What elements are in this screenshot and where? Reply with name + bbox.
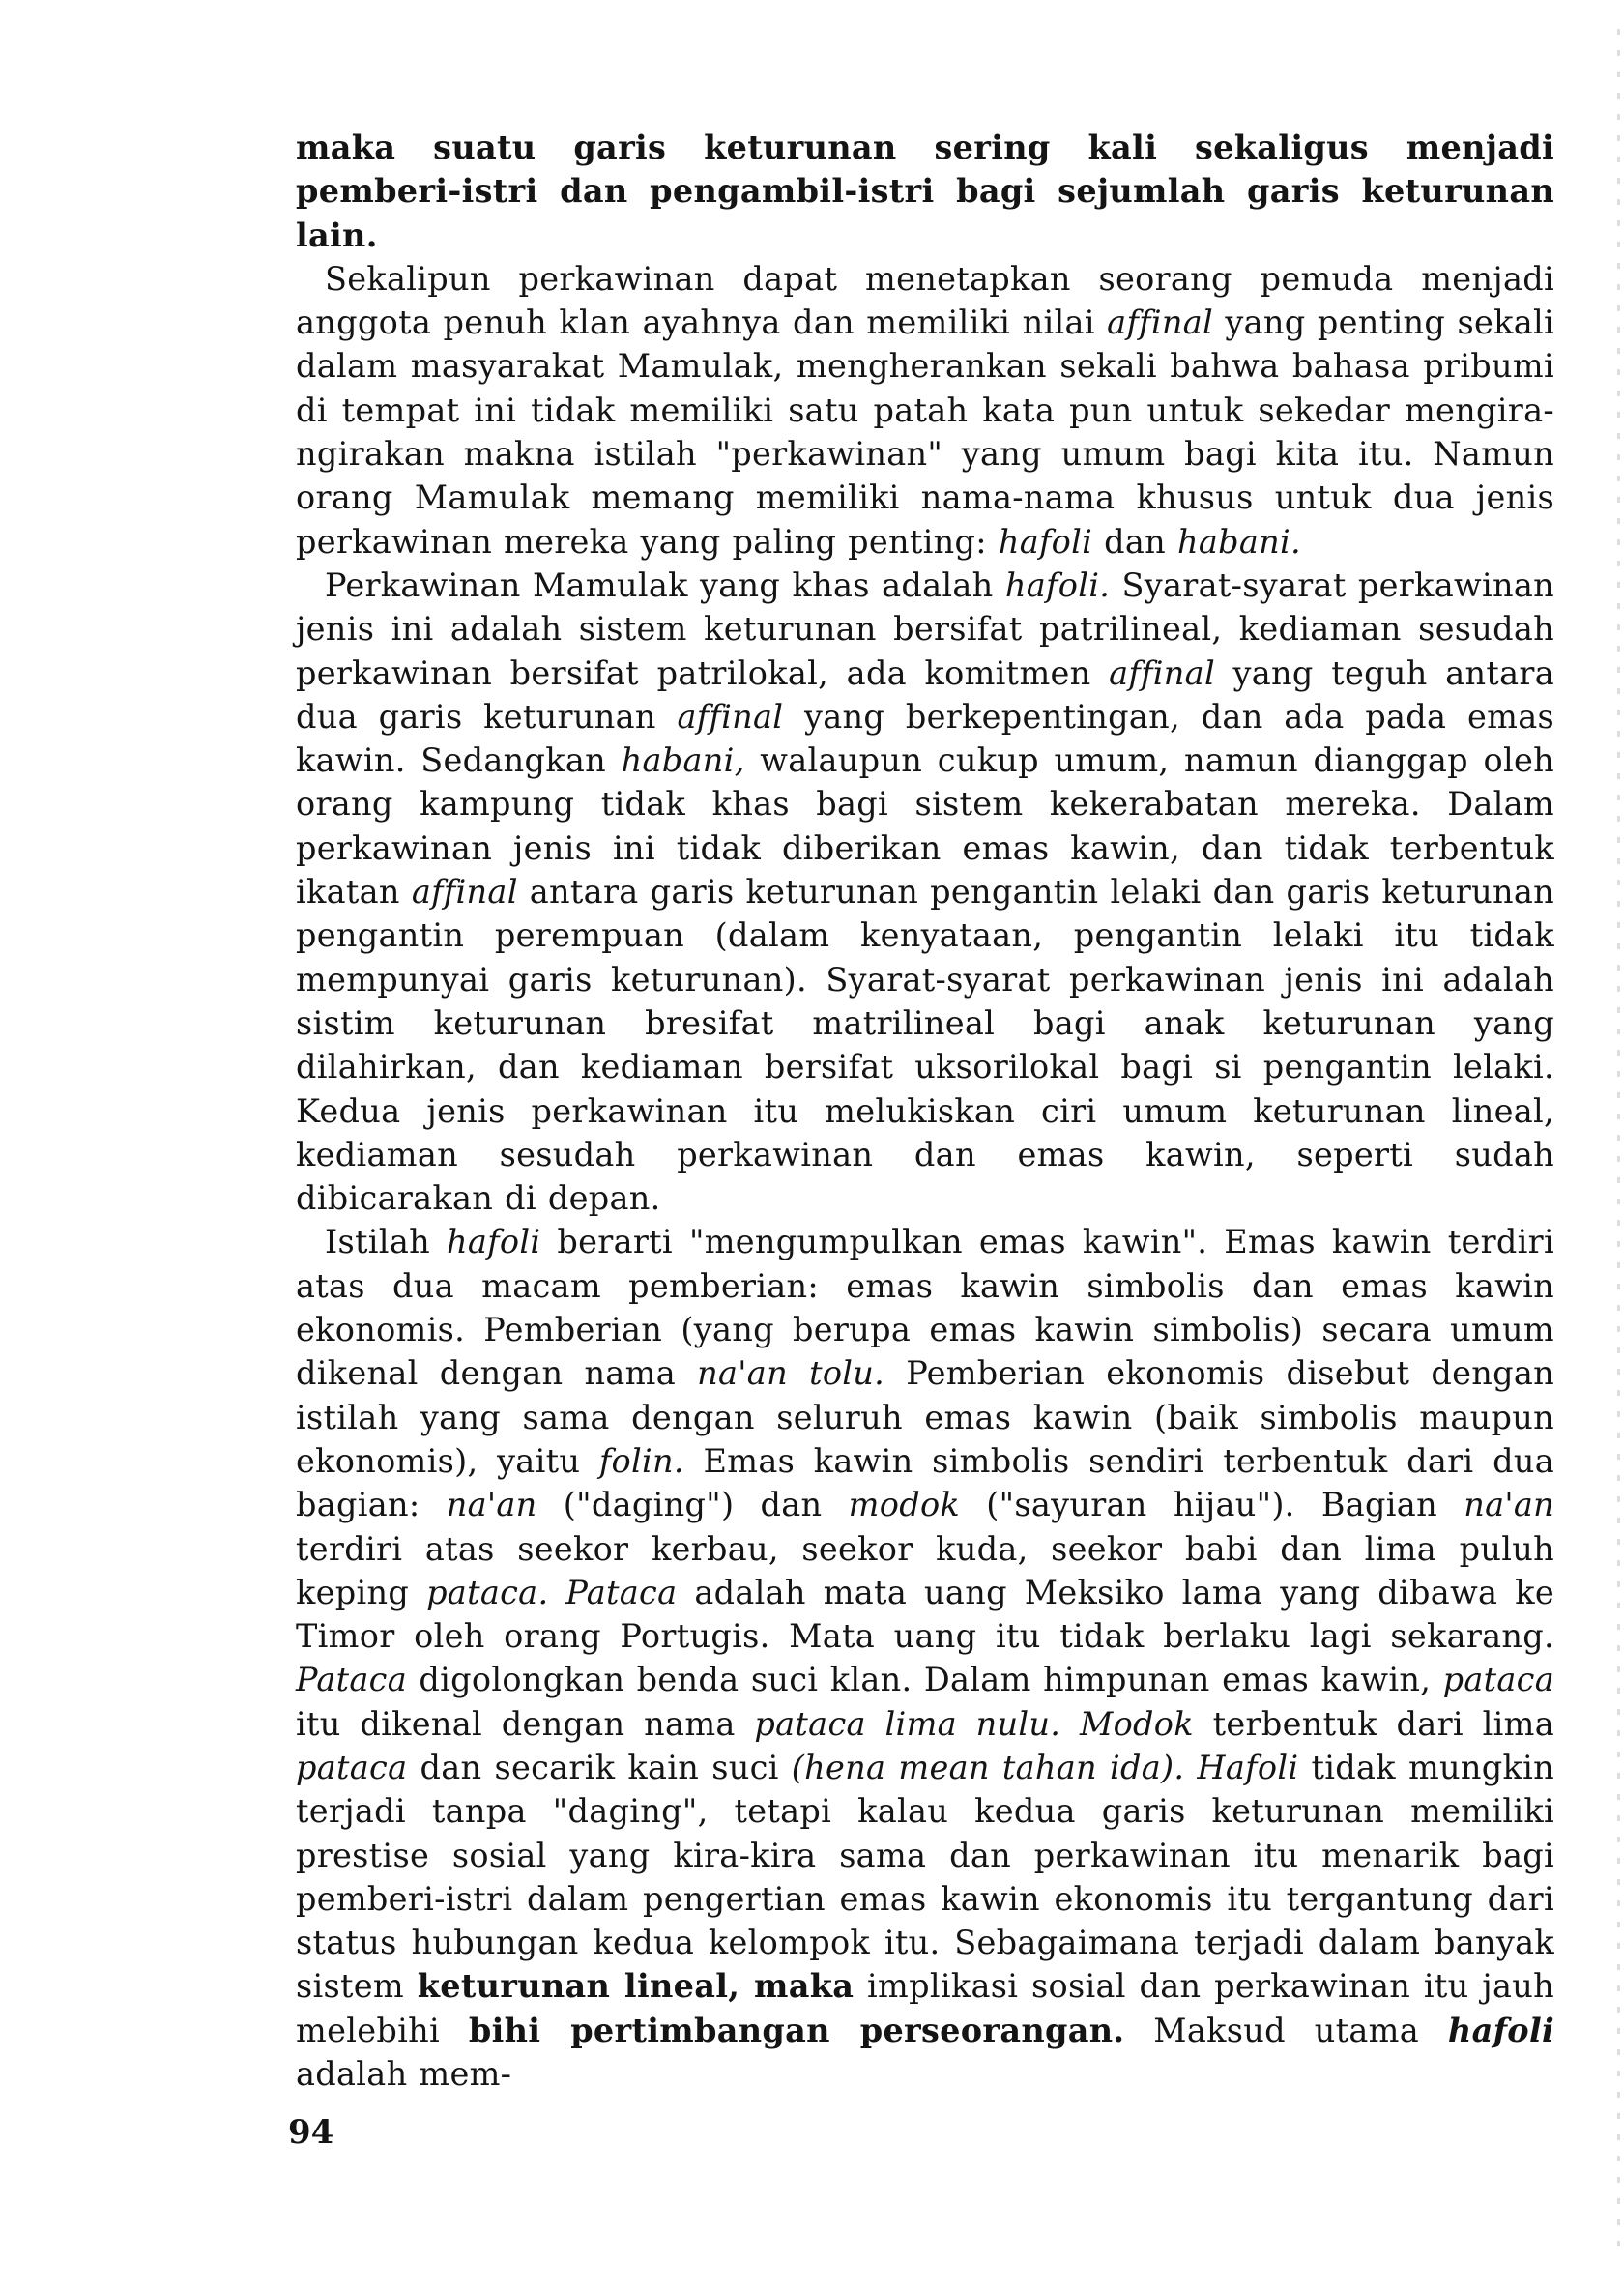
text-run: habani. xyxy=(1176,522,1301,561)
text-run: hafoli xyxy=(998,522,1093,561)
text-run: Maksud utama xyxy=(1124,2011,1448,2049)
text-run: Istilah xyxy=(325,1223,448,1261)
text-run: hafoli xyxy=(447,1223,541,1261)
text-run: digolongkan benda suci klan. Dalam himpunan emas kawin, xyxy=(406,1661,1443,1699)
text-run: (hena mean tahan ida). Hafoli xyxy=(791,1748,1299,1786)
text-run: pataca lima nulu. Modok xyxy=(754,1704,1194,1743)
text-run: hafoli xyxy=(1447,2011,1554,2049)
text-run: terbentuk dari lima xyxy=(1193,1704,1555,1743)
text-run: na'an xyxy=(1464,1486,1554,1524)
text-run: ("daging") dan xyxy=(536,1486,849,1524)
paragraph xyxy=(296,126,1554,257)
text-run: na'an xyxy=(446,1486,537,1524)
text-run: Emas kawin simbolis sendiri terbentuk dari dua bagian: xyxy=(296,1441,1554,1524)
text-run: pataca xyxy=(1442,1661,1554,1699)
text-run: adalah mem- xyxy=(296,2055,512,2094)
text-run: hafoli. xyxy=(1004,565,1111,604)
page-number: 94 xyxy=(288,2113,334,2152)
paragraph xyxy=(296,1220,1554,2096)
text-run: affinal xyxy=(1107,304,1214,342)
text-run: itu dikenal dengan nama xyxy=(296,1704,755,1743)
text-run: habani, xyxy=(621,741,745,780)
text-run: Syarat-syarat perkawinan jenis ini adalah sistem keturunan bersifat patrilineal, kediaman sesudah perkawinan bersifat patrilokal, ada komitmen xyxy=(296,565,1554,692)
text-run: implikasi sosial dan perkawinan itu jauh melebihi xyxy=(296,1967,1555,2049)
text-run: keturunan lineal, maka xyxy=(417,1967,855,2006)
paragraph xyxy=(296,564,1554,1220)
text-run: na'an tolu. xyxy=(697,1354,885,1393)
text-run: Pataca xyxy=(566,1573,678,1611)
paragraph xyxy=(296,257,1554,564)
text-run: maka suatu garis keturunan sering kali sekaligus menjadi pemberi-istri dan pengambil-istri bagi sejumlah garis keturunan lain. xyxy=(296,129,1554,254)
text-run: bihi pertimbangan perseorangan. xyxy=(468,2011,1125,2049)
text-run: pataca. xyxy=(426,1573,549,1611)
text-run: tidak mungkin terjadi tanpa "daging", tetapi kalau kedua garis keturunan memiliki prestise sosial yang kira-kira sama dan perkawinan itu menarik bagi pemberi-istri dalam pengertian emas kawin ekonomis itu tergantung dari status hubungan kedua kelompok itu. Sebagaimana terjadi dalam banyak sistem xyxy=(296,1748,1555,2006)
text-run: folin. xyxy=(598,1441,684,1480)
text-run: ("sayuran hijau"). Bagian xyxy=(960,1486,1464,1524)
text-run: adalah mata uang Meksiko lama yang dibawa ke Timor oleh orang Portugis. Mata uang itu tidak berlaku lagi sekarang. xyxy=(296,1573,1554,1656)
text-run: affinal xyxy=(411,873,518,912)
text-run: modok xyxy=(848,1486,961,1524)
scan-edge-marks xyxy=(1617,29,1620,2260)
text-run: Pataca xyxy=(296,1661,407,1699)
text-run: berarti "mengumpulkan emas kawin". Emas kawin terdiri atas dua macam pemberian: emas kawin simbolis dan emas kawin ekonomis. Pemberian (yang berupa emas kawin simbolis) secara umum dikenal dengan nama xyxy=(296,1223,1554,1393)
text-run: Perkawinan Mamulak yang khas adalah xyxy=(325,565,1005,604)
text-run: Sekalipun perkawinan dapat menetapkan seorang pemuda menjadi anggota penuh klan ayahnya dan memiliki nilai xyxy=(296,259,1554,342)
text-run xyxy=(548,1574,566,1611)
body-text xyxy=(296,126,1554,2096)
text-run: yang teguh antara dua garis keturunan xyxy=(296,653,1554,736)
text-run: pataca xyxy=(296,1748,408,1786)
text-run: dan secarik kain suci xyxy=(407,1748,792,1786)
text-run: walaupun cukup umum, namun dianggap oleh orang kampung tidak khas bagi sistem kekerabatan mereka. Dalam perkawinan jenis ini tidak diberikan emas kawin, dan tidak terbentuk ikatan xyxy=(296,741,1554,912)
text-run: dan xyxy=(1092,522,1177,561)
text-run: Pemberian ekonomis disebut dengan istilah yang sama dengan seluruh emas kawin (baik simbolis maupun ekonomis), yaitu xyxy=(296,1354,1554,1480)
text-run: yang penting sekali dalam masyarakat Mamulak, mengherankan sekali bahwa bahasa pribumi di tempat ini tidak memiliki satu patah kata pun untuk sekedar mengira-ngirakan makna istilah "perkawinan" yang umum bagi kita itu. Namun orang Mamulak memang memiliki nama-nama khusus untuk dua jenis perkawinan mereka yang paling penting: xyxy=(296,304,1554,561)
text-run: yang berkepentingan, dan ada pada emas kawin. Sedangkan xyxy=(296,697,1554,780)
text-run: affinal xyxy=(1109,653,1215,692)
text-run: affinal xyxy=(677,697,784,736)
text-run: antara garis keturunan pengantin lelaki dan garis keturunan pengantin perempuan (dalam kenyataan, pengantin lelaki itu tidak mempunyai garis keturunan). Syarat-syarat perkawinan jenis ini adalah sistim keturunan bresifat matrilineal bagi anak keturunan yang dilahirkan, dan kediaman bersifat uksorilokal bagi si pengantin lelaki. Kedua jenis perkawinan itu melukiskan ciri umum keturunan lineal, kediaman sesudah perkawinan dan emas kawin, seperti sudah dibicarakan di depan. xyxy=(296,873,1554,1218)
text-run: terdiri atas seekor kerbau, seekor kuda, seekor babi dan lima puluh keping xyxy=(296,1529,1554,1611)
